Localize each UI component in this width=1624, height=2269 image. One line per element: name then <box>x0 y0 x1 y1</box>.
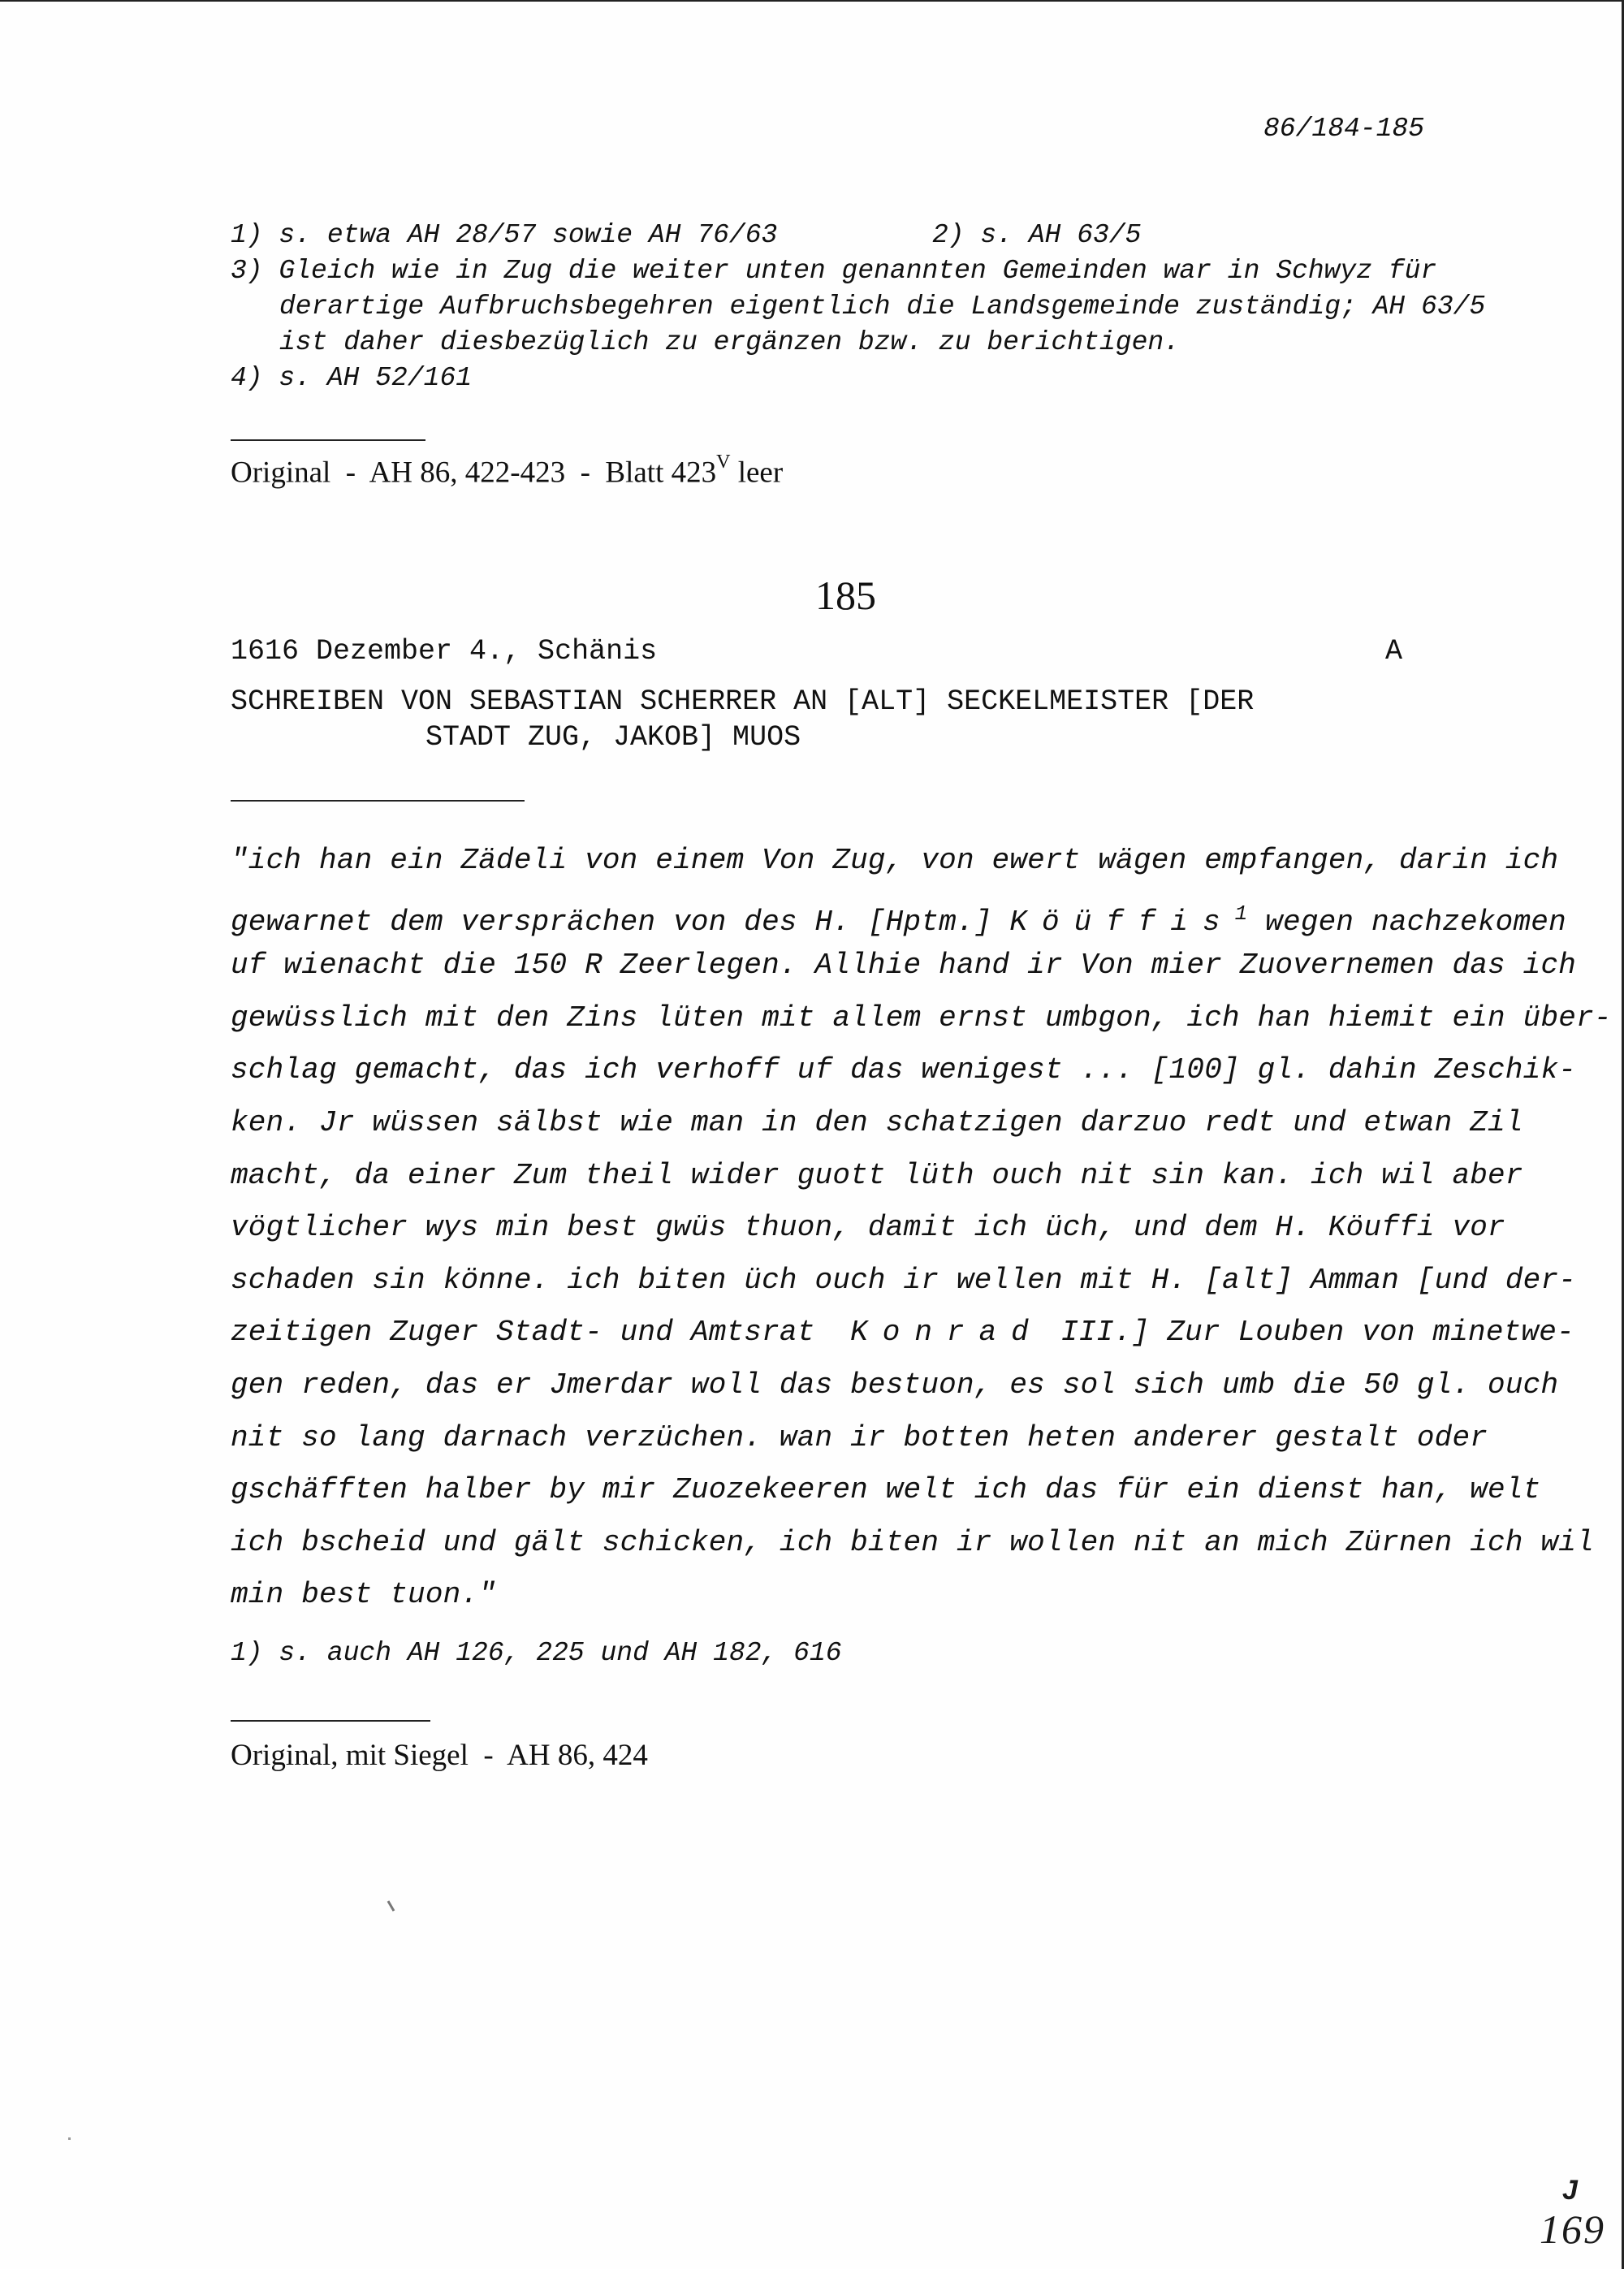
document-date-place: 1616 Dezember 4., Schänis <box>231 635 658 668</box>
page-edge-top <box>0 0 1624 2</box>
quote-line: nit so lang darnach verzüchen. wan ir botten heten anderer gestalt oder <box>231 1421 1488 1454</box>
stray-mark <box>387 1900 395 1912</box>
quote-line: macht, da einer Zum theil wider guott lüth ouch nit sin kan. ich wil aber <box>231 1159 1523 1192</box>
document-title-line-1: SCHREIBEN VON SEBASTIAN SCHERRER AN [ALT] SECKELMEISTER [DER <box>231 685 1255 718</box>
pencil-mark: J <box>1562 2175 1578 2206</box>
footnote-3-line-3: ist daher diesbezüglich zu ergänzen bzw. zu berichtigen. <box>279 327 1180 357</box>
spaced-name: Köüffis <box>1009 905 1235 939</box>
footnote-3-line-2: derartige Aufbruchsbegehren eigentlich die Landsgemeinde zuständig; AH 63/5 <box>279 292 1486 322</box>
spaced-name: Konrad <box>850 1316 1043 1349</box>
footnote-2: 2) s. AH 63/5 <box>932 220 1142 250</box>
document-class-letter: A <box>1385 635 1403 668</box>
document-number: 185 <box>815 573 876 618</box>
quote-line: "ich han ein Zädeli von einem Von Zug, von ewert wägen empfangen, darin ich <box>231 844 1559 877</box>
footnote-4: 4) s. AH 52/161 <box>231 363 473 393</box>
source-note-2: Original, mit Siegel - AH 86, 424 <box>231 1739 648 1772</box>
page-reference: 86/184-185 <box>1263 114 1425 144</box>
quote-line: ich bscheid und gält schicken, ich biten ir wollen nit an mich Zürnen ich wil <box>231 1526 1594 1559</box>
quote-line: gschäfften halber by mir Zuozekeeren welt ich das für ein dienst han, welt <box>231 1473 1541 1506</box>
quote-line: schlag gemacht, das ich verhoff uf das wenigest ... [100] gl. dahin Zeschik- <box>231 1053 1577 1087</box>
quote-line: zeitigen Zuger Stadt- und Amtsrat Konrad III.] Zur Louben von minetwe- <box>231 1316 1574 1349</box>
source-note-1: Original - AH 86, 422-423 - Blatt $423^V$ leer <box>231 452 784 490</box>
footnote-marker: 1 <box>1234 901 1248 926</box>
footnote-bottom: 1) s. auch AH 126, 225 und AH 182, 616 <box>231 1638 842 1668</box>
quote-line: schaden sin könne. ich biten üch ouch ir wellen mit H. [alt] Amman [und der- <box>231 1264 1577 1297</box>
document-title-line-2: STADT ZUG, JAKOB] MUOS <box>425 721 801 754</box>
separator-rule <box>231 1720 430 1722</box>
quote-line: uf wienacht die 150 R Zeerlegen. Allhie hand ir Von mier Zuovernemen das ich <box>231 949 1577 982</box>
stray-dot <box>68 2137 71 2140</box>
quote-line: gewarnet dem versprächen von des H. [Hptm.] Köüffis$^1$ wegen nachzekomen <box>231 901 1566 939</box>
quote-line: min best tuon." <box>231 1578 497 1611</box>
quote-line: gen reden, das er Jmerdar woll das bestuon, es sol sich umb die 50 gl. ouch <box>231 1368 1559 1402</box>
separator-rule <box>231 800 525 802</box>
footnote-1: 1) s. etwa AH 28/57 sowie AH 76/63 <box>231 220 778 250</box>
quote-line: vögtlicher wys min best gwüs thuon, damit ich üch, und dem H. Köuffi vor <box>231 1211 1505 1244</box>
footnote-3: 3) Gleich wie in Zug die weiter unten genannten Gemeinden war in Schwyz für <box>231 256 1437 286</box>
quote-line: ken. Jr wüssen sälbst wie man in den schatzigen darzuo redt und etwan Zil <box>231 1106 1523 1139</box>
handwritten-folio-number: 169 <box>1540 2206 1605 2252</box>
separator-rule <box>231 439 425 441</box>
quote-line: gewüsslich mit den Zins lüten mit allem ernst umbgon, ich han hiemit ein über- <box>231 1001 1612 1035</box>
